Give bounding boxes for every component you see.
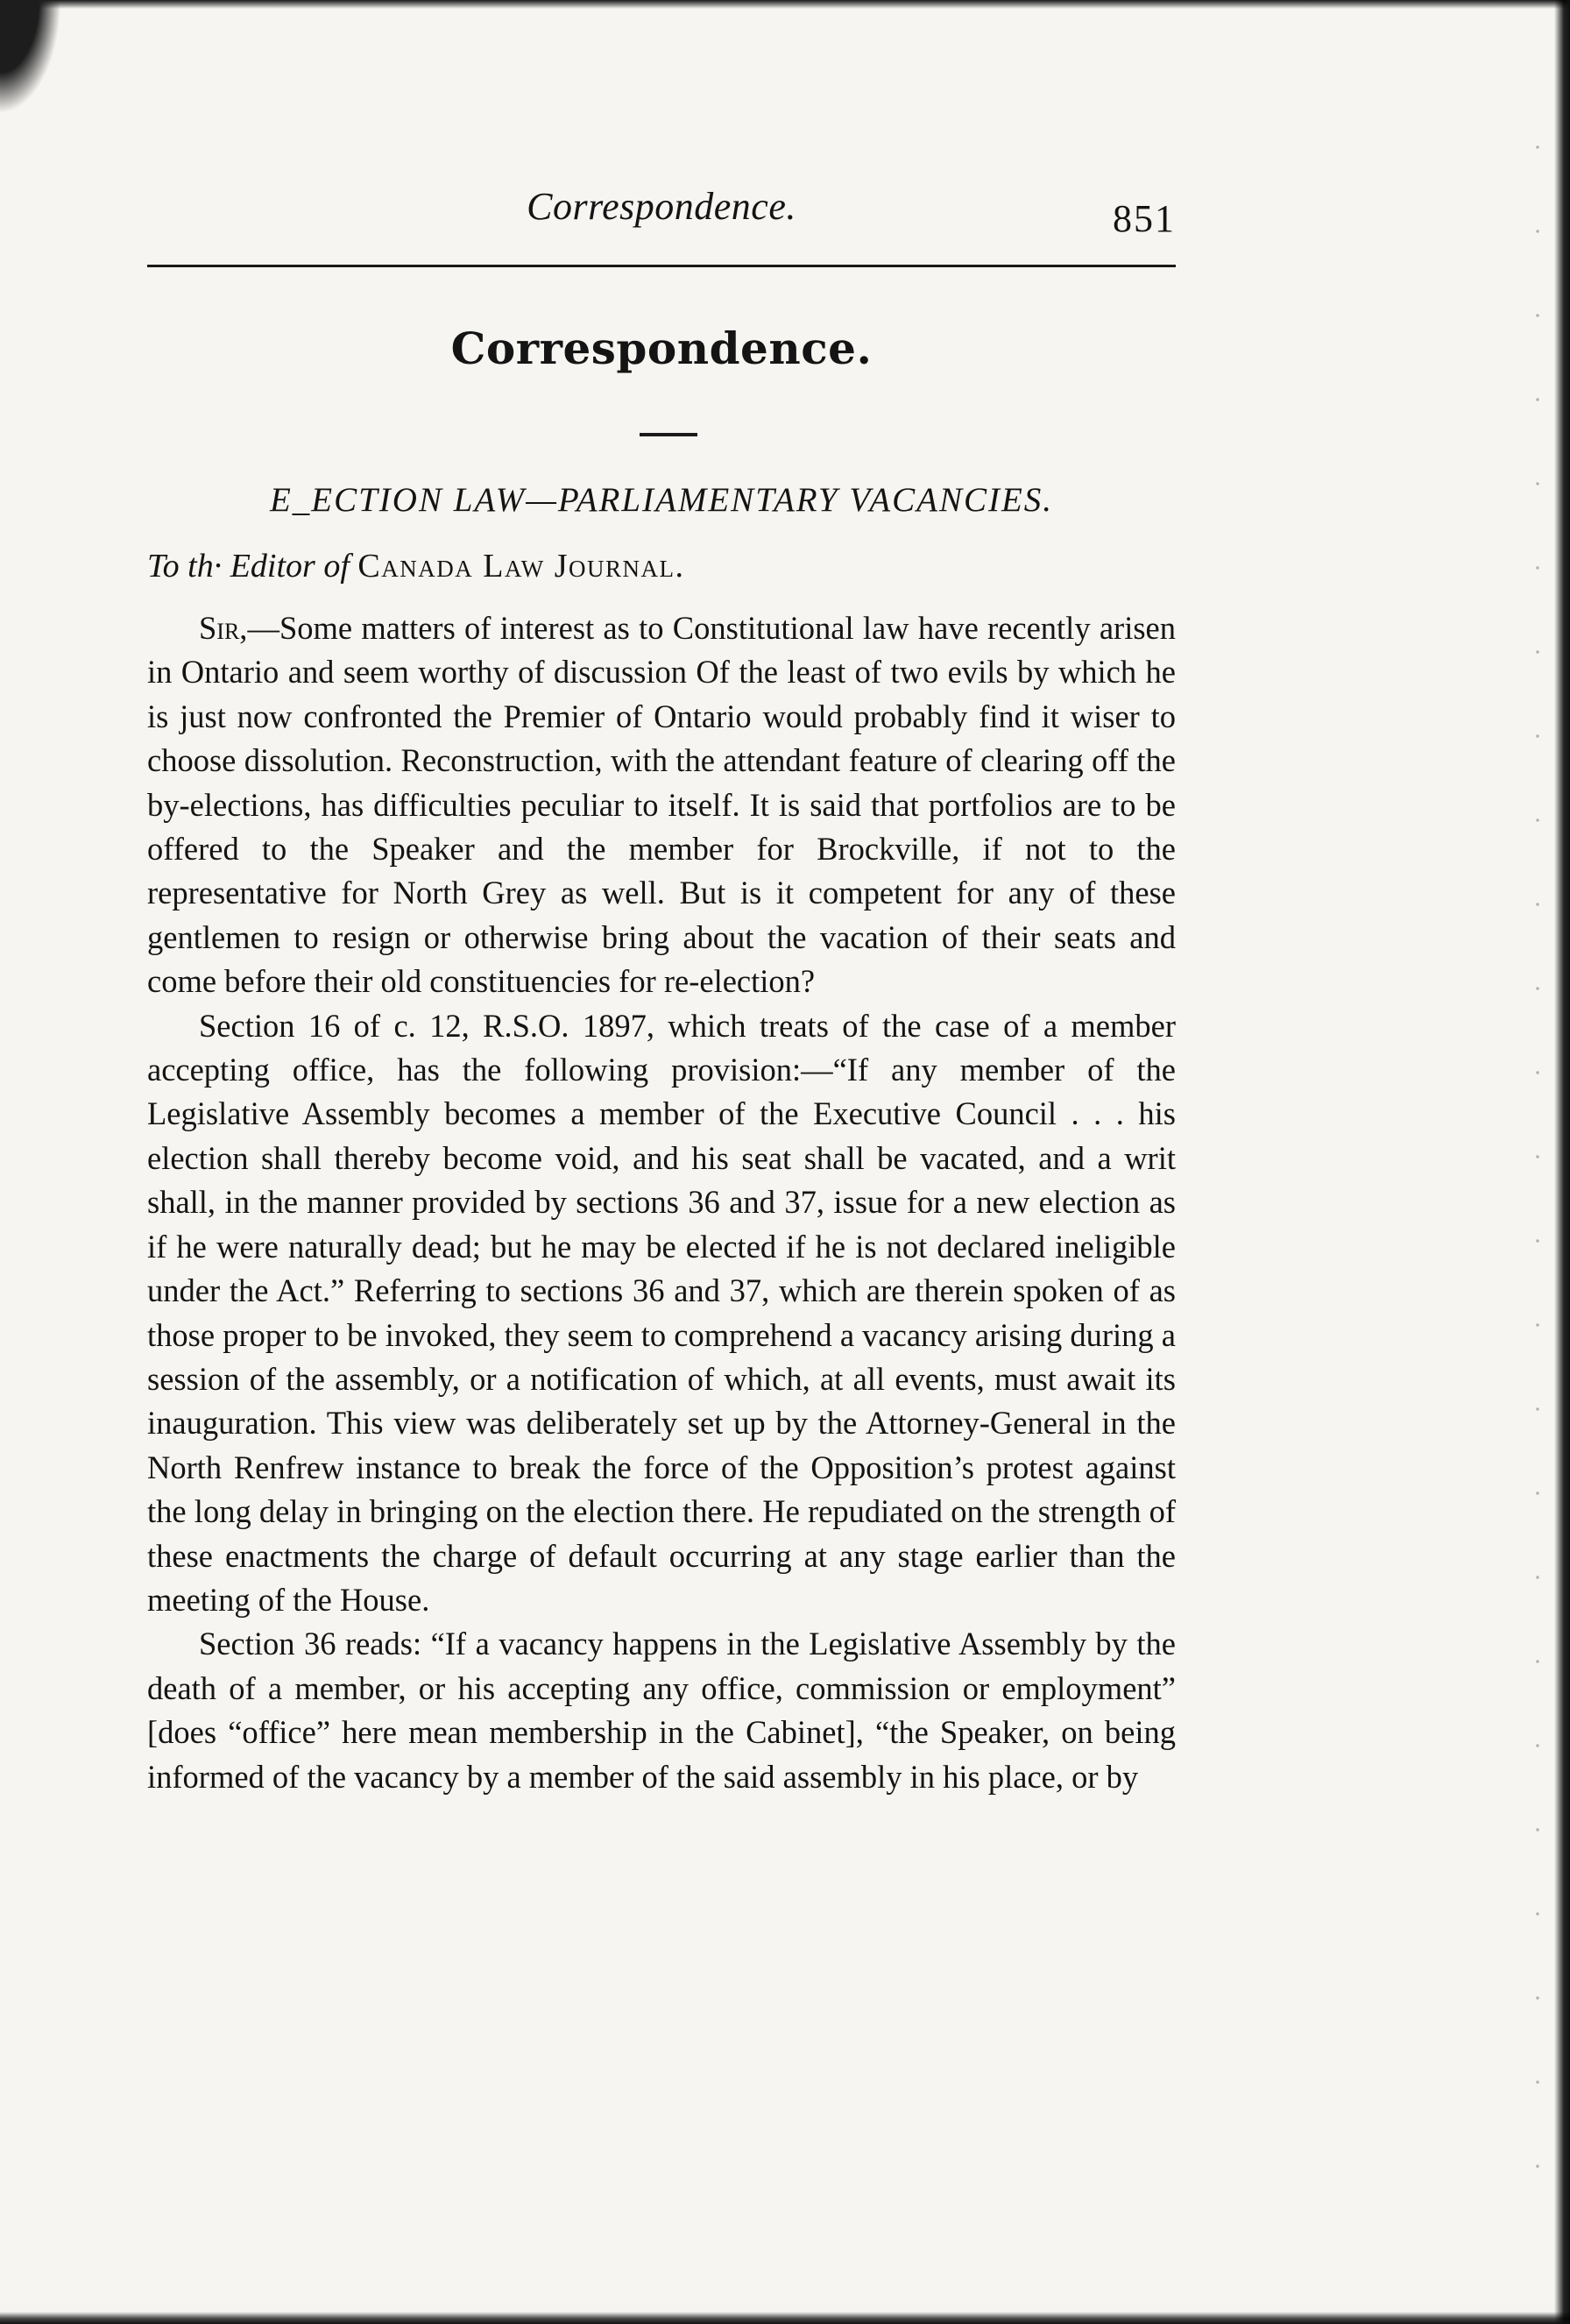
addressee-prefix: To th· Editor of: [147, 548, 350, 585]
scan-border-right: [1554, 0, 1570, 2324]
scan-border-bottom: [0, 2312, 1570, 2324]
addressee-line: [147, 547, 685, 585]
scan-specks: [1531, 105, 1544, 2208]
article-title: E_ECTION LAW—PARLIAMENTARY VACANCIES.: [269, 481, 1054, 519]
paragraph-1: [147, 606, 1176, 1004]
running-head-title: Correspondence.: [527, 185, 796, 228]
paragraph-1-text: —Some matters of interest as to Constitutional law have recently arisen in Ontario and seem worthy of discussion Of the least of two evils by which he is just now confronted the Premier of Ontario would probably find it wiser to choose dissolution. Reconstruction, with the attendant feature of clearing off the by-elections, has difficulties peculiar to itself. It is said that portfolios are to be offered to the Speaker and the member for Brockville, if not to the representative for North Grey as well. But is it competent for any of these gentlemen to resign or otherwise bring about the vacation of their seats and come before their old constituencies for re-election?: [147, 610, 1176, 1000]
scan-corner-shadow: [0, 0, 61, 114]
journal-name: Canada Law Journal.: [357, 548, 685, 585]
letter-body: [147, 606, 1176, 1799]
salutation: Sir,: [199, 610, 248, 646]
paragraph-2: Section 16 of c. 12, R.S.O. 1897, which treats of the case of a member accepting office, has the following provision:—“If any member of the Legislative Assembly becomes a member of the Executive Council . . . his election shall thereby become void, and his seat shall be vacated, and a writ shall, in the manner provided by sections 36 and 37, issue for a new election as if he were naturally dead; but he may be elected if he is not declared ineligible under the Act.” Referring to sections 36 and 37, which are therein spoken of as those proper to be invoked, they seem to comprehend a vacancy arising during a session of the assembly, or a notification of which, at all events, must await its inauguration. This view was deliberately set up by the Attorney-General in the North Renfrew instance to break the force of the Opposition’s protest against the long delay in bringing on the election there. He repudiated on the strength of these enactments the charge of default occurring at any stage earlier than the meeting of the House.: [147, 1007, 1176, 1618]
section-heading: Correspondence.: [450, 322, 873, 374]
paragraph-3: Section 36 reads: “If a vacancy happens in the Legislative Assembly by the death of a member, or his accepting any office, commission or employment” [does “office” here mean membership in the Cabinet], “the Speaker, on being informed of the vacancy by a member of the said assembly in his place, or by: [147, 1626, 1176, 1795]
page-number: 851: [1113, 197, 1176, 240]
heading-divider: [640, 433, 697, 436]
running-head: [147, 184, 1176, 267]
scan-border-top: [0, 0, 1570, 9]
